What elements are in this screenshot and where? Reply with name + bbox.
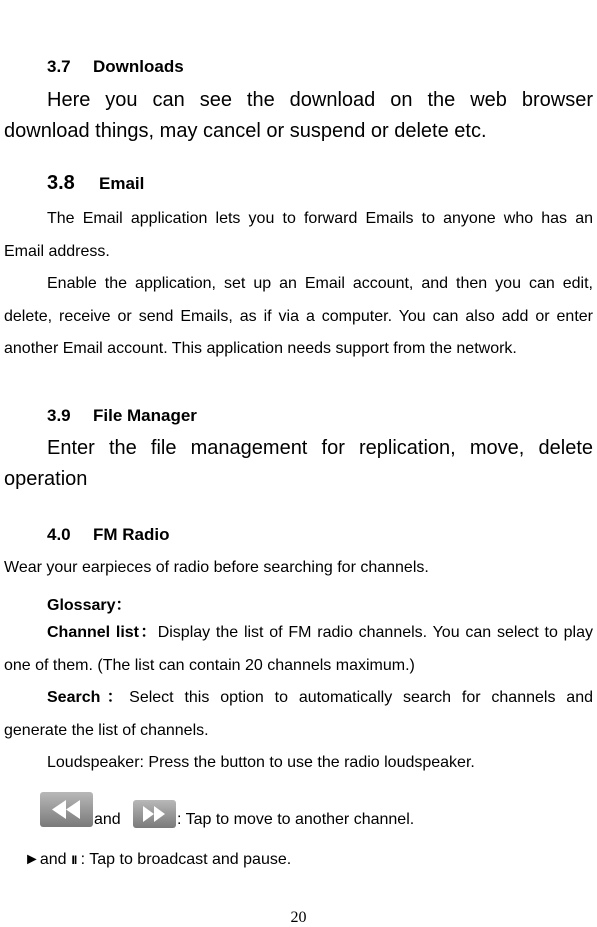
previous-channel-icon <box>40 792 93 827</box>
section-number: 3.8 <box>47 172 75 194</box>
section-heading-email <box>47 172 144 195</box>
file-manager-paragraph: Enter the file management for replication, move, delete operation <box>4 437 593 490</box>
section-title: FM Radio <box>93 525 170 544</box>
search-term: Search： <box>47 689 130 706</box>
play-icon: ► <box>24 851 40 868</box>
seek-and-text: and <box>94 811 121 828</box>
section-title: Email <box>99 174 145 193</box>
section-number: 3.7 <box>47 57 71 76</box>
channel-list-entry <box>4 617 593 682</box>
play-pause-entry <box>24 851 291 869</box>
page-number: 20 <box>290 909 307 926</box>
section-heading-downloads <box>47 57 184 77</box>
section-heading-file-manager <box>47 406 197 426</box>
channel-list-description: Display the list of FM radio channels. You can select to play one of them. (The list can contain 20 channels maximum.) <box>4 624 594 674</box>
next-channel-icon <box>133 800 176 828</box>
glossary-label: Glossary： <box>47 597 132 614</box>
play-pause-description: : Tap to broadcast and pause. <box>76 851 292 868</box>
section-number: 4.0 <box>47 525 71 544</box>
email-paragraph-1: The Email application lets you to forward Emails to anyone who has an Email address. <box>4 210 593 260</box>
email-paragraph-2: Enable the application, set up an Email account, and then you can edit, delete, receive or send Emails, as if via a computer. You can also add or enter another Email account. This application needs support from the network. <box>4 275 593 357</box>
section-heading-fm-radio <box>47 525 170 545</box>
seek-description: : Tap to move to another channel. <box>177 811 415 828</box>
pause-icon: II <box>71 853 77 867</box>
fm-radio-intro: Wear your earpieces of radio before searching for channels. <box>4 559 429 576</box>
section-title: File Manager <box>93 406 197 425</box>
loudspeaker-entry: Loudspeaker: Press the button to use the radio loudspeaker. <box>47 754 475 771</box>
downloads-paragraph: Here you can see the download on the web browser download things, may cancel or suspend or delete etc. <box>4 89 593 142</box>
search-entry <box>4 682 593 747</box>
section-title: Downloads <box>93 57 184 76</box>
channel-list-term: Channel list： <box>47 624 158 641</box>
play-and-text: and <box>39 851 67 868</box>
section-number: 3.9 <box>47 406 71 425</box>
search-description: Select this option to automatically search for channels and generate the list of channels. <box>4 689 593 739</box>
